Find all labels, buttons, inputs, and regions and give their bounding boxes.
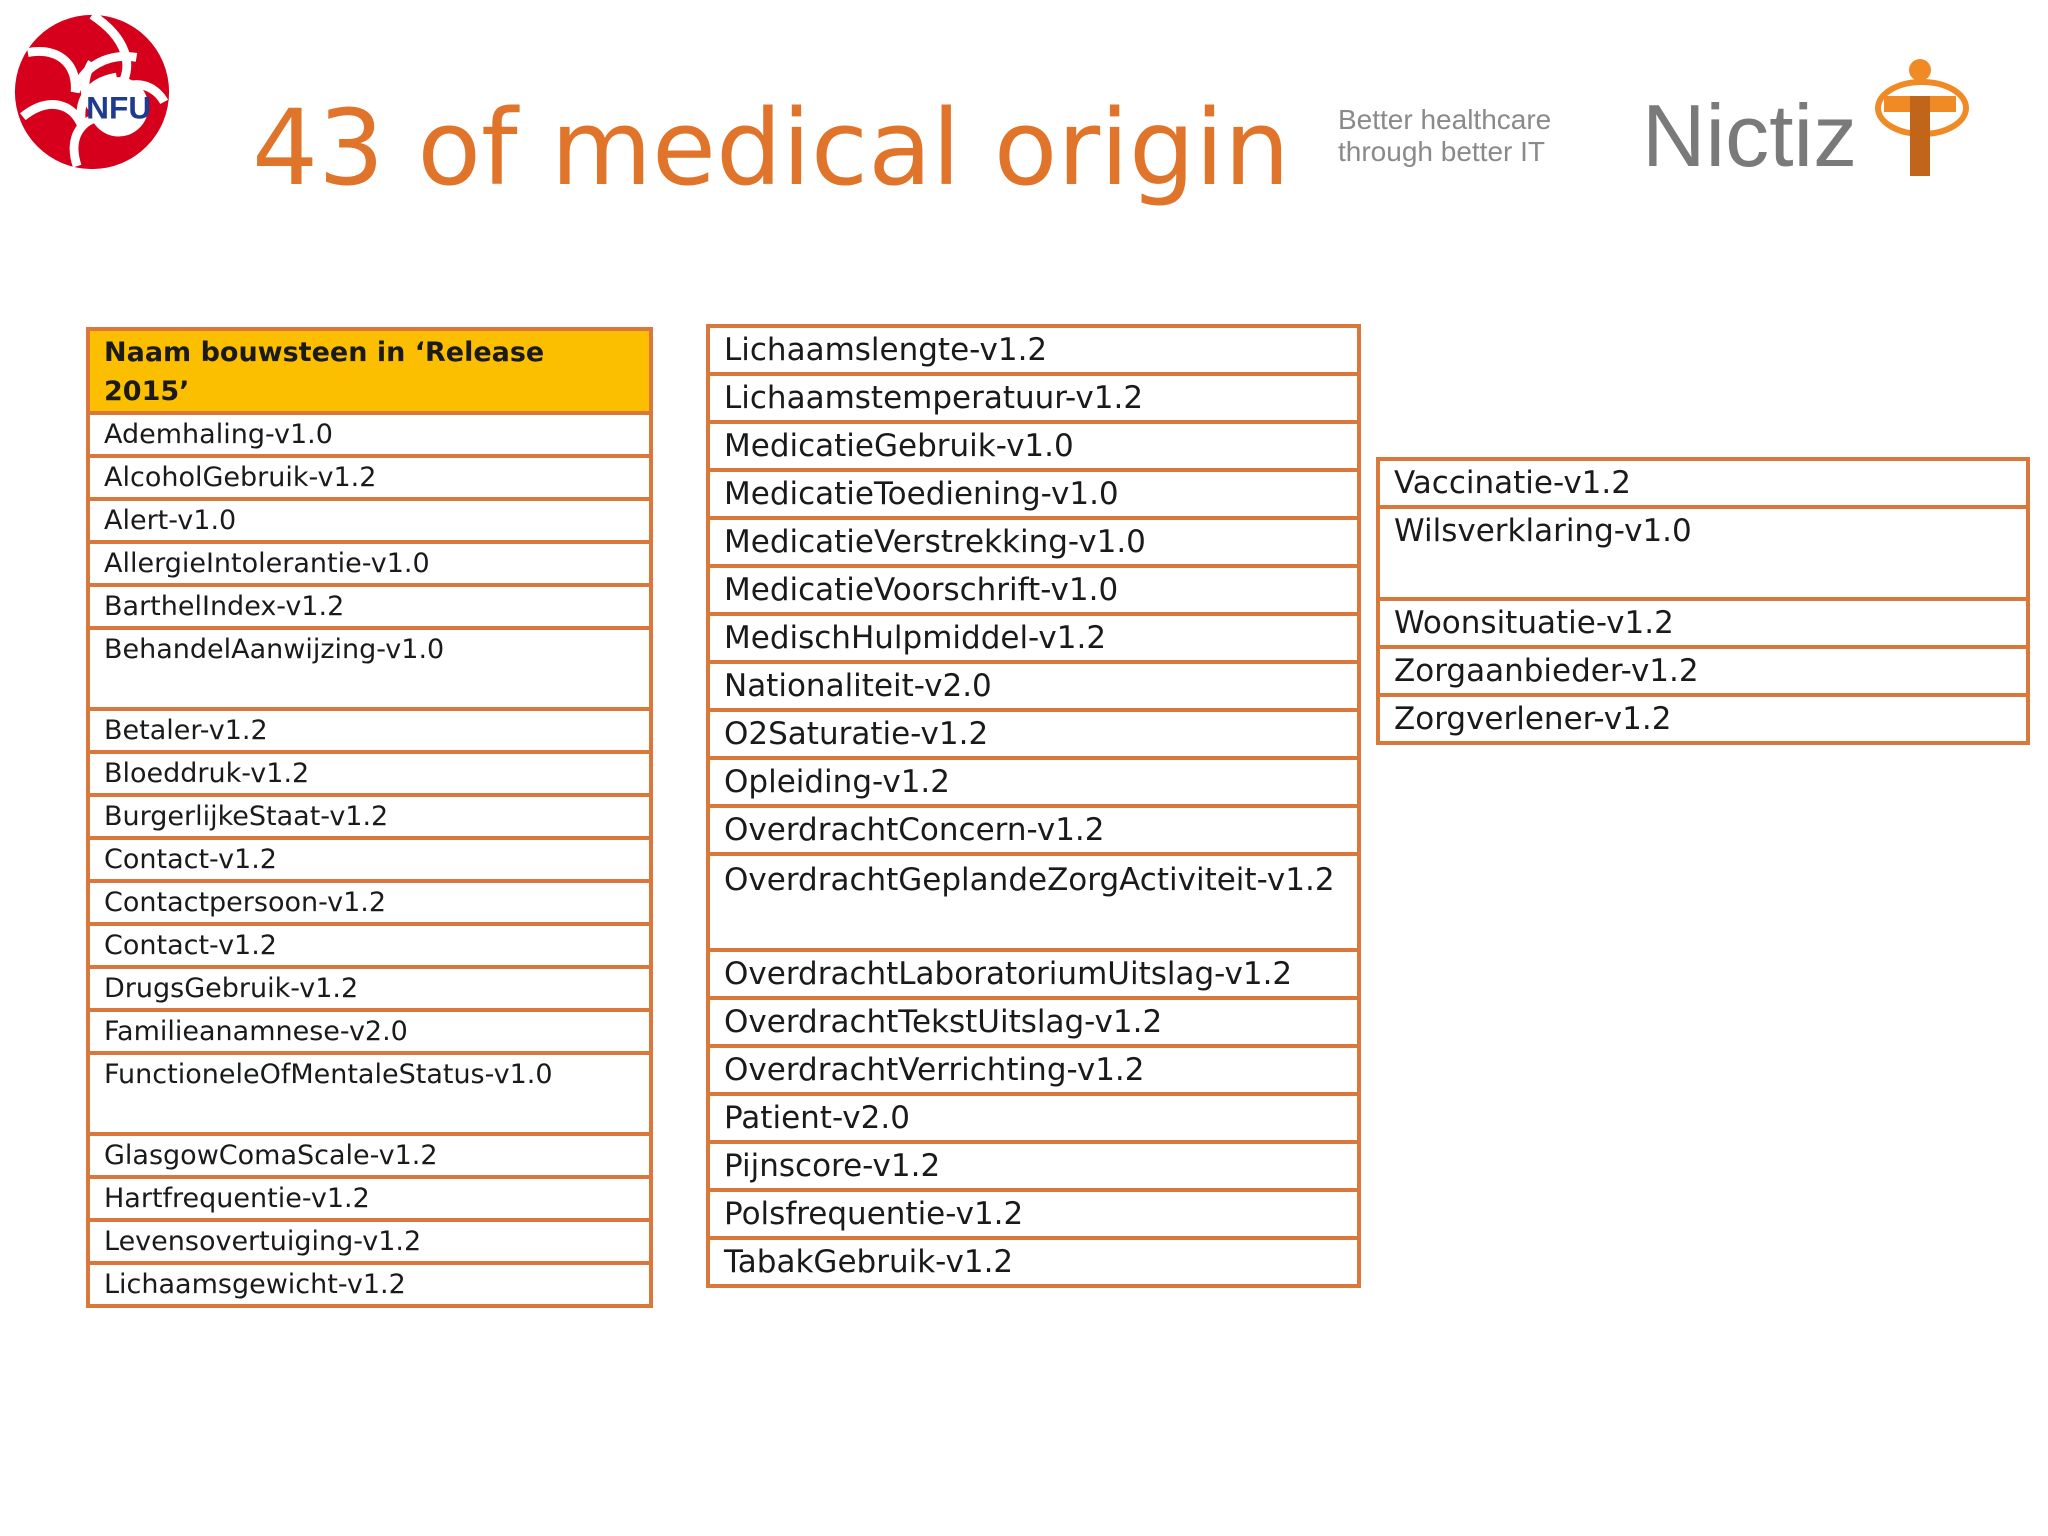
table-row	[708, 1094, 1359, 1142]
table-row	[88, 709, 651, 752]
table-row	[88, 628, 651, 709]
table-row	[88, 1134, 651, 1177]
table-row	[88, 585, 651, 628]
building-block-name: Lichaamstemperatuur-v1.2	[708, 374, 1359, 422]
building-block-name: Pijnscore-v1.2	[708, 1142, 1359, 1190]
table-row	[88, 1053, 651, 1134]
building-block-name: OverdrachtTekstUitslag-v1.2	[708, 998, 1359, 1046]
building-block-name: MedicatieVoorschrift-v1.0	[708, 566, 1359, 614]
table-row	[1378, 459, 2028, 507]
table-row	[708, 710, 1359, 758]
table-row	[708, 1190, 1359, 1238]
nictiz-logo-icon	[1870, 56, 1974, 180]
building-block-name: Alert-v1.0	[88, 499, 651, 542]
table-header: Naam bouwsteen in ‘Release 2015’	[88, 329, 651, 413]
nfu-logo	[8, 8, 176, 176]
building-block-name: Nationaliteit-v2.0	[708, 662, 1359, 710]
table-row	[88, 542, 651, 585]
table-row	[708, 1142, 1359, 1190]
table-row	[88, 456, 651, 499]
table-row	[708, 950, 1359, 998]
table-row	[708, 326, 1359, 374]
building-block-name: OverdrachtGeplandeZorgActiviteit-v1.2	[708, 854, 1359, 950]
table-row	[708, 374, 1359, 422]
table-row	[88, 795, 651, 838]
table-row	[88, 838, 651, 881]
building-block-name: TabakGebruik-v1.2	[708, 1238, 1359, 1286]
building-block-name: Wilsverklaring-v1.0	[1378, 507, 2028, 599]
nictiz-wordmark: Nictiz	[1642, 86, 1858, 185]
table-row	[708, 758, 1359, 806]
table-row	[708, 806, 1359, 854]
table-row	[1378, 647, 2028, 695]
table-row	[708, 422, 1359, 470]
building-block-name: Bloeddruk-v1.2	[88, 752, 651, 795]
building-blocks-table-1	[86, 327, 653, 1308]
building-block-name: BurgerlijkeStaat-v1.2	[88, 795, 651, 838]
building-block-name: MedicatieToediening-v1.0	[708, 470, 1359, 518]
building-block-name: Vaccinatie-v1.2	[1378, 459, 2028, 507]
table-row	[88, 1177, 651, 1220]
building-block-name: GlasgowComaScale-v1.2	[88, 1134, 651, 1177]
table-row	[88, 1220, 651, 1263]
table-row	[88, 499, 651, 542]
table-row	[708, 998, 1359, 1046]
building-block-name: BarthelIndex-v1.2	[88, 585, 651, 628]
table-row	[708, 1238, 1359, 1286]
table-row	[708, 470, 1359, 518]
building-block-name: Woonsituatie-v1.2	[1378, 599, 2028, 647]
building-blocks-table-3	[1376, 457, 2030, 745]
building-block-name: OverdrachtConcern-v1.2	[708, 806, 1359, 854]
building-block-name: Contactpersoon-v1.2	[88, 881, 651, 924]
building-block-name: Contact-v1.2	[88, 838, 651, 881]
table-row	[708, 1046, 1359, 1094]
building-block-name: MedischHulpmiddel-v1.2	[708, 614, 1359, 662]
table-row	[708, 614, 1359, 662]
building-block-name: Opleiding-v1.2	[708, 758, 1359, 806]
building-block-name: Ademhaling-v1.0	[88, 413, 651, 456]
building-block-name: Hartfrequentie-v1.2	[88, 1177, 651, 1220]
building-block-name: Lichaamsgewicht-v1.2	[88, 1263, 651, 1306]
building-block-name: Polsfrequentie-v1.2	[708, 1190, 1359, 1238]
building-block-name: Zorgaanbieder-v1.2	[1378, 647, 2028, 695]
table-row	[88, 752, 651, 795]
table-row	[88, 967, 651, 1010]
tagline-line-2: through better IT	[1338, 136, 1546, 167]
table-row	[88, 881, 651, 924]
table-row	[88, 1263, 651, 1306]
table-row	[88, 413, 651, 456]
table-row	[1378, 695, 2028, 743]
building-block-name: AlcoholGebruik-v1.2	[88, 456, 651, 499]
building-block-name: Patient-v2.0	[708, 1094, 1359, 1142]
table-row	[708, 566, 1359, 614]
table-row	[708, 854, 1359, 950]
building-block-name: Zorgverlener-v1.2	[1378, 695, 2028, 743]
table-row	[1378, 507, 2028, 599]
table-row	[708, 662, 1359, 710]
building-block-name: BehandelAanwijzing-v1.0	[88, 628, 651, 709]
building-block-name: Betaler-v1.2	[88, 709, 651, 752]
building-block-name: OverdrachtLaboratoriumUitslag-v1.2	[708, 950, 1359, 998]
building-block-name: Familieanamnese-v2.0	[88, 1010, 651, 1053]
table-row	[1378, 599, 2028, 647]
tagline-line-1: Better healthcare	[1338, 104, 1552, 135]
building-block-name: O2Saturatie-v1.2	[708, 710, 1359, 758]
building-blocks-table-2	[706, 324, 1361, 1288]
building-block-name: Levensovertuiging-v1.2	[88, 1220, 651, 1263]
building-block-name: MedicatieVerstrekking-v1.0	[708, 518, 1359, 566]
table-row	[88, 924, 651, 967]
nfu-logo-text: NFU	[86, 89, 152, 126]
building-block-name: FunctioneleOfMentaleStatus-v1.0	[88, 1053, 651, 1134]
table-row	[88, 1010, 651, 1053]
table-header-row	[88, 329, 651, 413]
building-block-name: OverdrachtVerrichting-v1.2	[708, 1046, 1359, 1094]
page-title: 43 of medical origin	[252, 87, 1290, 209]
table-row	[708, 518, 1359, 566]
building-block-name: MedicatieGebruik-v1.0	[708, 422, 1359, 470]
building-block-name: DrugsGebruik-v1.2	[88, 967, 651, 1010]
building-block-name: Lichaamslengte-v1.2	[708, 326, 1359, 374]
building-block-name: AllergieIntolerantie-v1.0	[88, 542, 651, 585]
tagline	[1338, 104, 1551, 168]
building-block-name: Contact-v1.2	[88, 924, 651, 967]
